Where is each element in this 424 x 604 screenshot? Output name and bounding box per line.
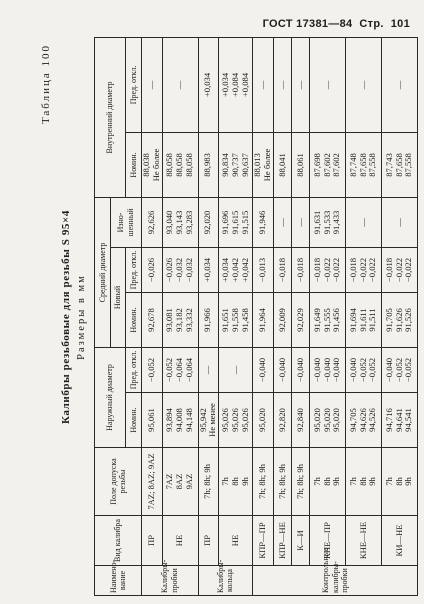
middle-tolerance-cell: −0,026 [141, 247, 162, 292]
middle-nominal-cell: 91,651 91,558 91,458 [219, 292, 253, 347]
inner-tolerance-cell: — [346, 37, 382, 132]
outer-nominal-cell: 94,705 94,626 94,526 [346, 393, 382, 448]
outer-tolerance-cell: −0,040 −0,040 −0,040 [310, 347, 346, 392]
middle-tolerance-cell: −0,018 [292, 247, 310, 292]
col-kind-header: Вид калибра [95, 516, 142, 566]
worn-cell: — [346, 197, 382, 247]
outer-nominal-cell: 94,716 94,641 94,541 [382, 393, 418, 448]
gauge-kind-cell: КПР—ПР [253, 516, 274, 566]
outer-nominal-cell: 95,020 [253, 393, 274, 448]
inner-tolerance-cell: — [292, 37, 310, 132]
inner-tolerance-cell: — [382, 37, 418, 132]
gauge-kind-cell: КНЕ—ПР [310, 516, 346, 566]
page-header [256, 18, 410, 30]
table-row [274, 37, 292, 595]
worn-cell: 92,020 [198, 197, 219, 247]
inner-tolerance-cell: — [253, 37, 274, 132]
col-inner-nominal: Номин. [126, 132, 142, 197]
outer-nominal-cell: 92,840 [292, 393, 310, 448]
worn-cell: 91,631 91,533 91,433 [310, 197, 346, 247]
note-not-less: Не менее [207, 403, 218, 437]
middle-tolerance-cell: −0,018 −0,022 −0,022 [346, 247, 382, 292]
tolerance-field-cell: 7h 8h 9h [346, 448, 382, 516]
worn-cell: 92,626 [141, 197, 162, 247]
tolerance-field-cell: 7h; 8h; 9h [198, 448, 219, 516]
table-caption: Калибры резьбовые для резьбы S 95×4 [60, 209, 72, 425]
tolerance-field-cell: 7h; 8h; 9h [253, 448, 274, 516]
middle-nominal-cell: 92,029 [292, 292, 310, 347]
tolerance-field-cell: 7h; 8h; 9h [292, 448, 310, 516]
inner-tolerance-cell: — [310, 37, 346, 132]
worn-cell: 93,040 93,143 93,283 [162, 197, 198, 247]
page-label: Стр. [359, 18, 384, 30]
outer-tolerance-cell: −0,040 −0,052 −0,052 [382, 347, 418, 392]
col-field-header: Поле допуска резьбы [95, 448, 142, 516]
worn-cell: — [382, 197, 418, 247]
col-outer-header: Наружный диаметр [95, 347, 126, 447]
table-row [198, 37, 219, 595]
outer-tolerance-cell: −0,040 [274, 347, 292, 392]
col-inner-header: Внутренний диаметр [95, 37, 126, 197]
table-row [346, 37, 382, 595]
gauge-kind-cell: НЕ [219, 516, 253, 566]
inner-nominal-cell: 88,058 88,058 88,058 [162, 132, 198, 197]
tolerance-field-cell: 7h 8h 9h [310, 448, 346, 516]
table-label: Таблица 100 [40, 44, 52, 125]
inner-nominal-cell: 88,983 [198, 132, 219, 197]
inner-nominal-cell: 87,743 87,658 87,558 [382, 132, 418, 197]
middle-nominal-cell: 91,694 91,611 91,511 [346, 292, 382, 347]
gauge-kind-cell: КНЕ—НЕ [346, 516, 382, 566]
col-middle-nominal: Номин. [126, 292, 142, 347]
middle-nominal-cell: 93,081 93,182 93,332 [162, 292, 198, 347]
table-row [219, 37, 253, 595]
col-outer-nominal: Номин. [126, 393, 142, 448]
table-row [162, 37, 198, 595]
group-label: Калибры-кольца [198, 566, 253, 596]
middle-tolerance-cell: +0,034 +0,042 +0,042 [219, 247, 253, 292]
col-name-header: Наимено-вание [95, 566, 142, 596]
tolerance-field-cell: 7h 8h 9h [382, 448, 418, 516]
note-not-more: Не более [262, 148, 273, 182]
col-inner-tol: Пред. откл. [126, 37, 142, 132]
tolerance-field-cell: 7AZ 8AZ 9AZ [162, 448, 198, 516]
thread-gauge-table [94, 37, 418, 596]
outer-nominal-cell: 93,894 94,008 94,148 [162, 393, 198, 448]
middle-nominal-cell: 91,649 91,555 91,456 [310, 292, 346, 347]
gauge-kind-cell: КПР—НЕ [274, 516, 292, 566]
worn-cell: 91,696 91,615 91,515 [219, 197, 253, 247]
header-row-1 [95, 37, 111, 595]
rotated-table-area [40, 38, 420, 596]
outer-tolerance-cell: −0,052 [141, 347, 162, 392]
page-number: 101 [390, 18, 410, 30]
tolerance-field-cell: 7h; 8h; 9h [274, 448, 292, 516]
gauge-kind-cell: ПР [198, 516, 219, 566]
middle-tolerance-cell: −0,018 −0,022 −0,022 [310, 247, 346, 292]
outer-nominal-cell [198, 393, 219, 448]
middle-nominal-cell: 92,009 [274, 292, 292, 347]
worn-cell: — [274, 197, 292, 247]
note-not-more: Не более [150, 148, 161, 182]
gauge-kind-cell: ПР [141, 516, 162, 566]
middle-nominal-cell: 91,964 [253, 292, 274, 347]
inner-tolerance-cell: — [274, 37, 292, 132]
inner-nominal-cell: 88,061 [292, 132, 310, 197]
inner-tolerance-cell: — [141, 37, 162, 132]
inner-tolerance-cell: — [162, 37, 198, 132]
gauge-kind-cell: КИ—НЕ [382, 516, 418, 566]
units-line: Размеры в мм [76, 274, 87, 360]
inner-nominal-cell: 88,041 [274, 132, 292, 197]
table-row [292, 37, 310, 595]
group-label: Калибры-пробки [141, 566, 198, 596]
table-row [141, 37, 162, 595]
outer-tolerance-cell: −0,040 [253, 347, 274, 392]
inner-tolerance-cell: +0,034 [198, 37, 219, 132]
middle-tolerance-cell: −0,018 −0,022 −0,022 [382, 247, 418, 292]
table-row [253, 37, 274, 595]
inner-nominal-cell [253, 132, 274, 197]
middle-nominal-cell: 92,678 [141, 292, 162, 347]
worn-cell: 91,946 [253, 197, 274, 247]
inner-nominal-cell: 87,698 87,602 87,602 [310, 132, 346, 197]
col-outer-tol: Пред. откл. [126, 347, 142, 392]
inner-nominal-cell: 87,748 87,658 87,558 [346, 132, 382, 197]
inner-nominal-value: 88,038 [140, 153, 151, 177]
middle-tolerance-cell: −0,013 [253, 247, 274, 292]
table-body [95, 37, 418, 595]
col-worn-header: Изно-шенный [110, 197, 141, 247]
worn-cell: — [292, 197, 310, 247]
middle-tolerance-cell: +0,034 [198, 247, 219, 292]
inner-nominal-cell [141, 132, 162, 197]
col-new-header: Новый [110, 247, 126, 347]
tolerance-field-cell: 7AZ; 8AZ; 9AZ [141, 448, 162, 516]
table-row [382, 37, 418, 595]
inner-nominal-value: 88,013 [252, 153, 263, 177]
outer-tolerance-cell: — [198, 347, 219, 392]
col-middle-tol: Пред. откл. [126, 247, 142, 292]
middle-tolerance-cell: −0,026 −0,032 −0,032 [162, 247, 198, 292]
group-label: Контрольные калибры-пробки [253, 566, 418, 596]
outer-tolerance-cell: −0,040 [292, 347, 310, 392]
tolerance-field-cell: 7h 8h 9h [219, 448, 253, 516]
outer-nominal-cell: 95,026 95,026 95,026 [219, 393, 253, 448]
middle-nominal-cell: 91,705 91,626 91,526 [382, 292, 418, 347]
col-middle-header: Средний диаметр [95, 197, 111, 347]
outer-nominal-cell: 95,061 [141, 393, 162, 448]
outer-tolerance-cell: −0,052 −0,064 −0,064 [162, 347, 198, 392]
outer-nominal-cell: 95,020 95,020 95,020 [310, 393, 346, 448]
table-row [310, 37, 346, 595]
middle-nominal-cell: 91,966 [198, 292, 219, 347]
gauge-kind-cell: К—И [292, 516, 310, 566]
outer-nominal-cell: 92,820 [274, 393, 292, 448]
outer-tolerance-cell: −0,040 −0,052 −0,052 [346, 347, 382, 392]
middle-tolerance-cell: −0,018 [274, 247, 292, 292]
outer-nominal-value: 95,942 [197, 408, 208, 432]
gauge-kind-cell: НЕ [162, 516, 198, 566]
inner-tolerance-cell: +0,034 +0,084 +0,084 [219, 37, 253, 132]
outer-tolerance-cell: — [219, 347, 253, 392]
standard-number: ГОСТ 17381—84 [262, 18, 353, 30]
inner-nominal-cell: 90,834 90,737 90,637 [219, 132, 253, 197]
